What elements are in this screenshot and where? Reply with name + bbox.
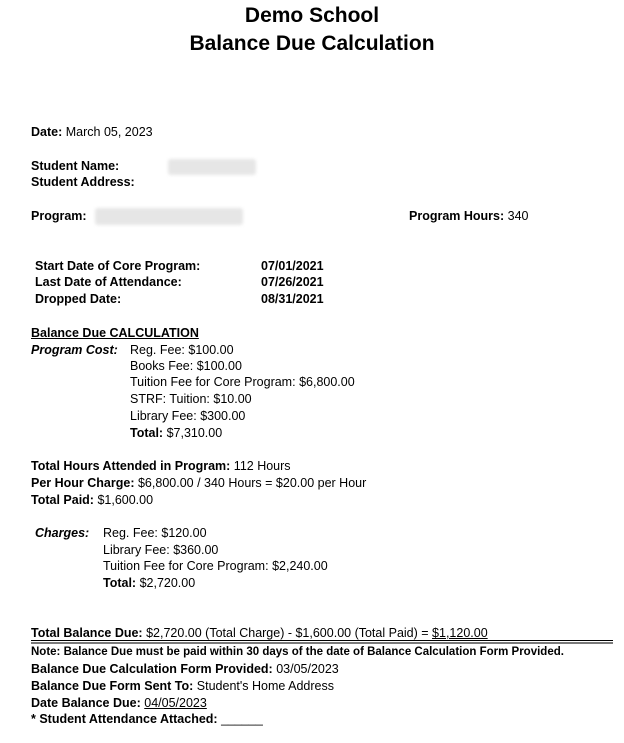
program-hours-value: 340 <box>507 209 529 223</box>
payment-note: Note: Balance Due must be paid within 30 days of the date of Balance Calculation Form Provided. <box>31 646 564 658</box>
program-cost-item: STRF: Tuition: $10.00 <box>130 392 252 406</box>
program-hours-row <box>409 209 529 223</box>
form-provided-row: Balance Due Calculation Form Provided: 03/05/2023 <box>31 662 339 676</box>
charges-label: Charges: <box>35 526 90 540</box>
student-address-label: Student Address: <box>31 175 135 189</box>
date-value: March 05, 2023 <box>65 125 153 139</box>
school-name: Demo School <box>244 4 380 27</box>
date-label: Date: <box>31 125 63 139</box>
date-row <box>31 125 153 139</box>
last-date-value: 07/26/2021 <box>261 275 324 289</box>
form-title: Balance Due Calculation <box>189 32 435 55</box>
start-date-value: 07/01/2021 <box>261 259 324 273</box>
date-due-row: Date Balance Due: 04/05/2023 <box>31 696 207 710</box>
charge-item: Tuition Fee for Core Program: $2,240.00 <box>103 559 328 573</box>
charge-item: Reg. Fee: $120.00 <box>103 526 207 540</box>
divider <box>31 642 613 644</box>
program-cost-item: Reg. Fee: $100.00 <box>130 343 234 357</box>
total-balance-row: Total Balance Due: $2,720.00 (Total Charge) - $1,600.00 (Total Paid) = $1,120.00 <box>31 626 488 640</box>
dropped-date-value: 08/31/2021 <box>261 292 324 306</box>
last-date-label: Last Date of Attendance: <box>35 275 182 289</box>
program-hours-label: Program Hours: <box>409 209 505 223</box>
calculation-heading: Balance Due CALCULATION <box>31 326 199 340</box>
program-cost-item: Library Fee: $300.00 <box>130 409 246 423</box>
dropped-date-label: Dropped Date: <box>35 292 122 306</box>
program-cost-label: Program Cost: <box>31 343 118 357</box>
charge-item: Library Fee: $360.00 <box>103 543 219 557</box>
balance-result: $1,120.00 <box>432 626 488 640</box>
divider <box>31 640 613 641</box>
redacted-program-name <box>95 208 243 225</box>
redacted-student-name <box>168 159 256 175</box>
program-cost-total: Total: $7,310.00 <box>130 426 223 440</box>
start-date-label: Start Date of Core Program: <box>35 259 201 273</box>
program-label: Program: <box>31 209 87 223</box>
student-name-label: Student Name: <box>31 159 120 173</box>
program-cost-item: Tuition Fee for Core Program: $6,800.00 <box>130 375 355 389</box>
attendance-attached-row: * Student Attendance Attached: ______ <box>31 712 263 726</box>
per-hour-row: Per Hour Charge: $6,800.00 / 340 Hours = $20.00 per Hour <box>31 476 367 490</box>
hours-attended-row: Total Hours Attended in Program: 112 Hours <box>31 459 291 473</box>
charges-total: Total: $2,720.00 <box>103 576 196 590</box>
total-paid-row: Total Paid: $1,600.00 <box>31 493 154 507</box>
program-cost-item: Books Fee: $100.00 <box>130 359 242 373</box>
form-sent-row: Balance Due Form Sent To: Student's Home Address <box>31 679 334 693</box>
